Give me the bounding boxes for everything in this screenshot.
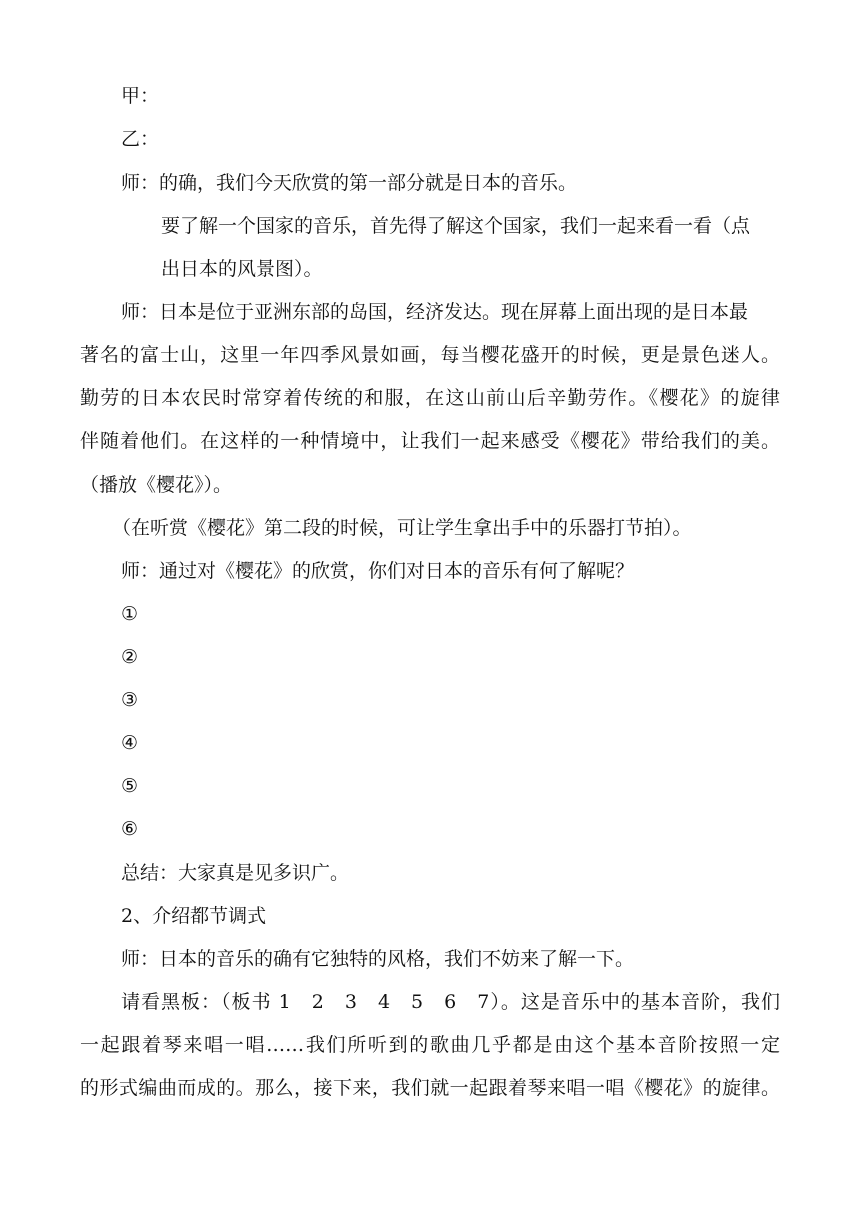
answer-item-2: ② bbox=[121, 646, 139, 668]
teacher-question: 师：通过对《樱花》的欣赏，你们对日本的音乐有何了解呢？ bbox=[121, 560, 635, 582]
teacher-line-1: 师：的确，我们今天欣赏的第一部分就是日本的音乐。 bbox=[121, 172, 578, 194]
paragraph-line: （播放《樱花》）。 bbox=[80, 474, 233, 496]
answer-item-4: ④ bbox=[121, 732, 139, 754]
paragraph-line: 勤劳的日本农民时常穿着传统的和服，在这山前山后辛勤劳作。《樱花》的旋律 bbox=[80, 387, 780, 409]
paragraph-line: 要了解一个国家的音乐，首先得了解这个国家，我们一起来看一看（点 bbox=[161, 215, 751, 237]
teacher-line-3: 师：日本的音乐的确有它独特的风格，我们不妨来了解一下。 bbox=[121, 948, 635, 970]
answer-item-1: ① bbox=[121, 603, 139, 625]
answer-item-5: ⑤ bbox=[121, 775, 139, 797]
answer-item-3: ③ bbox=[121, 689, 139, 711]
paragraph-line: 出日本的风景图）。 bbox=[161, 258, 323, 280]
dialogue-jia: 甲： bbox=[121, 85, 160, 107]
paragraph-line: 请看黑板：（板书 1 2 3 4 5 6 7）。这是音乐中的基本音阶，我们 bbox=[121, 991, 780, 1013]
answer-item-6: ⑥ bbox=[121, 818, 139, 840]
paragraph-line: 伴随着他们。在这样的一种情境中，让我们一起来感受《樱花》带给我们的美。 bbox=[80, 430, 780, 452]
paragraph-line: 著名的富士山，这里一年四季风景如画，每当樱花盛开的时候，更是景色迷人。 bbox=[80, 344, 780, 366]
section-heading: 2、介绍都节调式 bbox=[121, 905, 267, 927]
summary-line: 总结：大家真是见多识广。 bbox=[121, 862, 350, 884]
stage-direction: （在听赏《樱花》第二段的时候，可让学生拿出手中的乐器打节拍）。 bbox=[112, 517, 692, 539]
paragraph-line: 的形式编曲而成的。那么，接下来，我们就一起跟着琴来唱一唱《樱花》的旋律。 bbox=[80, 1077, 780, 1099]
paragraph-line: 师：日本是位于亚洲东部的岛国，经济发达。现在屏幕上面出现的是日本最 bbox=[121, 301, 749, 323]
dialogue-yi: 乙： bbox=[121, 128, 160, 150]
paragraph-line: 一起跟着琴来唱一唱……我们所听到的歌曲几乎都是由这个基本音阶按照一定 bbox=[80, 1034, 780, 1056]
